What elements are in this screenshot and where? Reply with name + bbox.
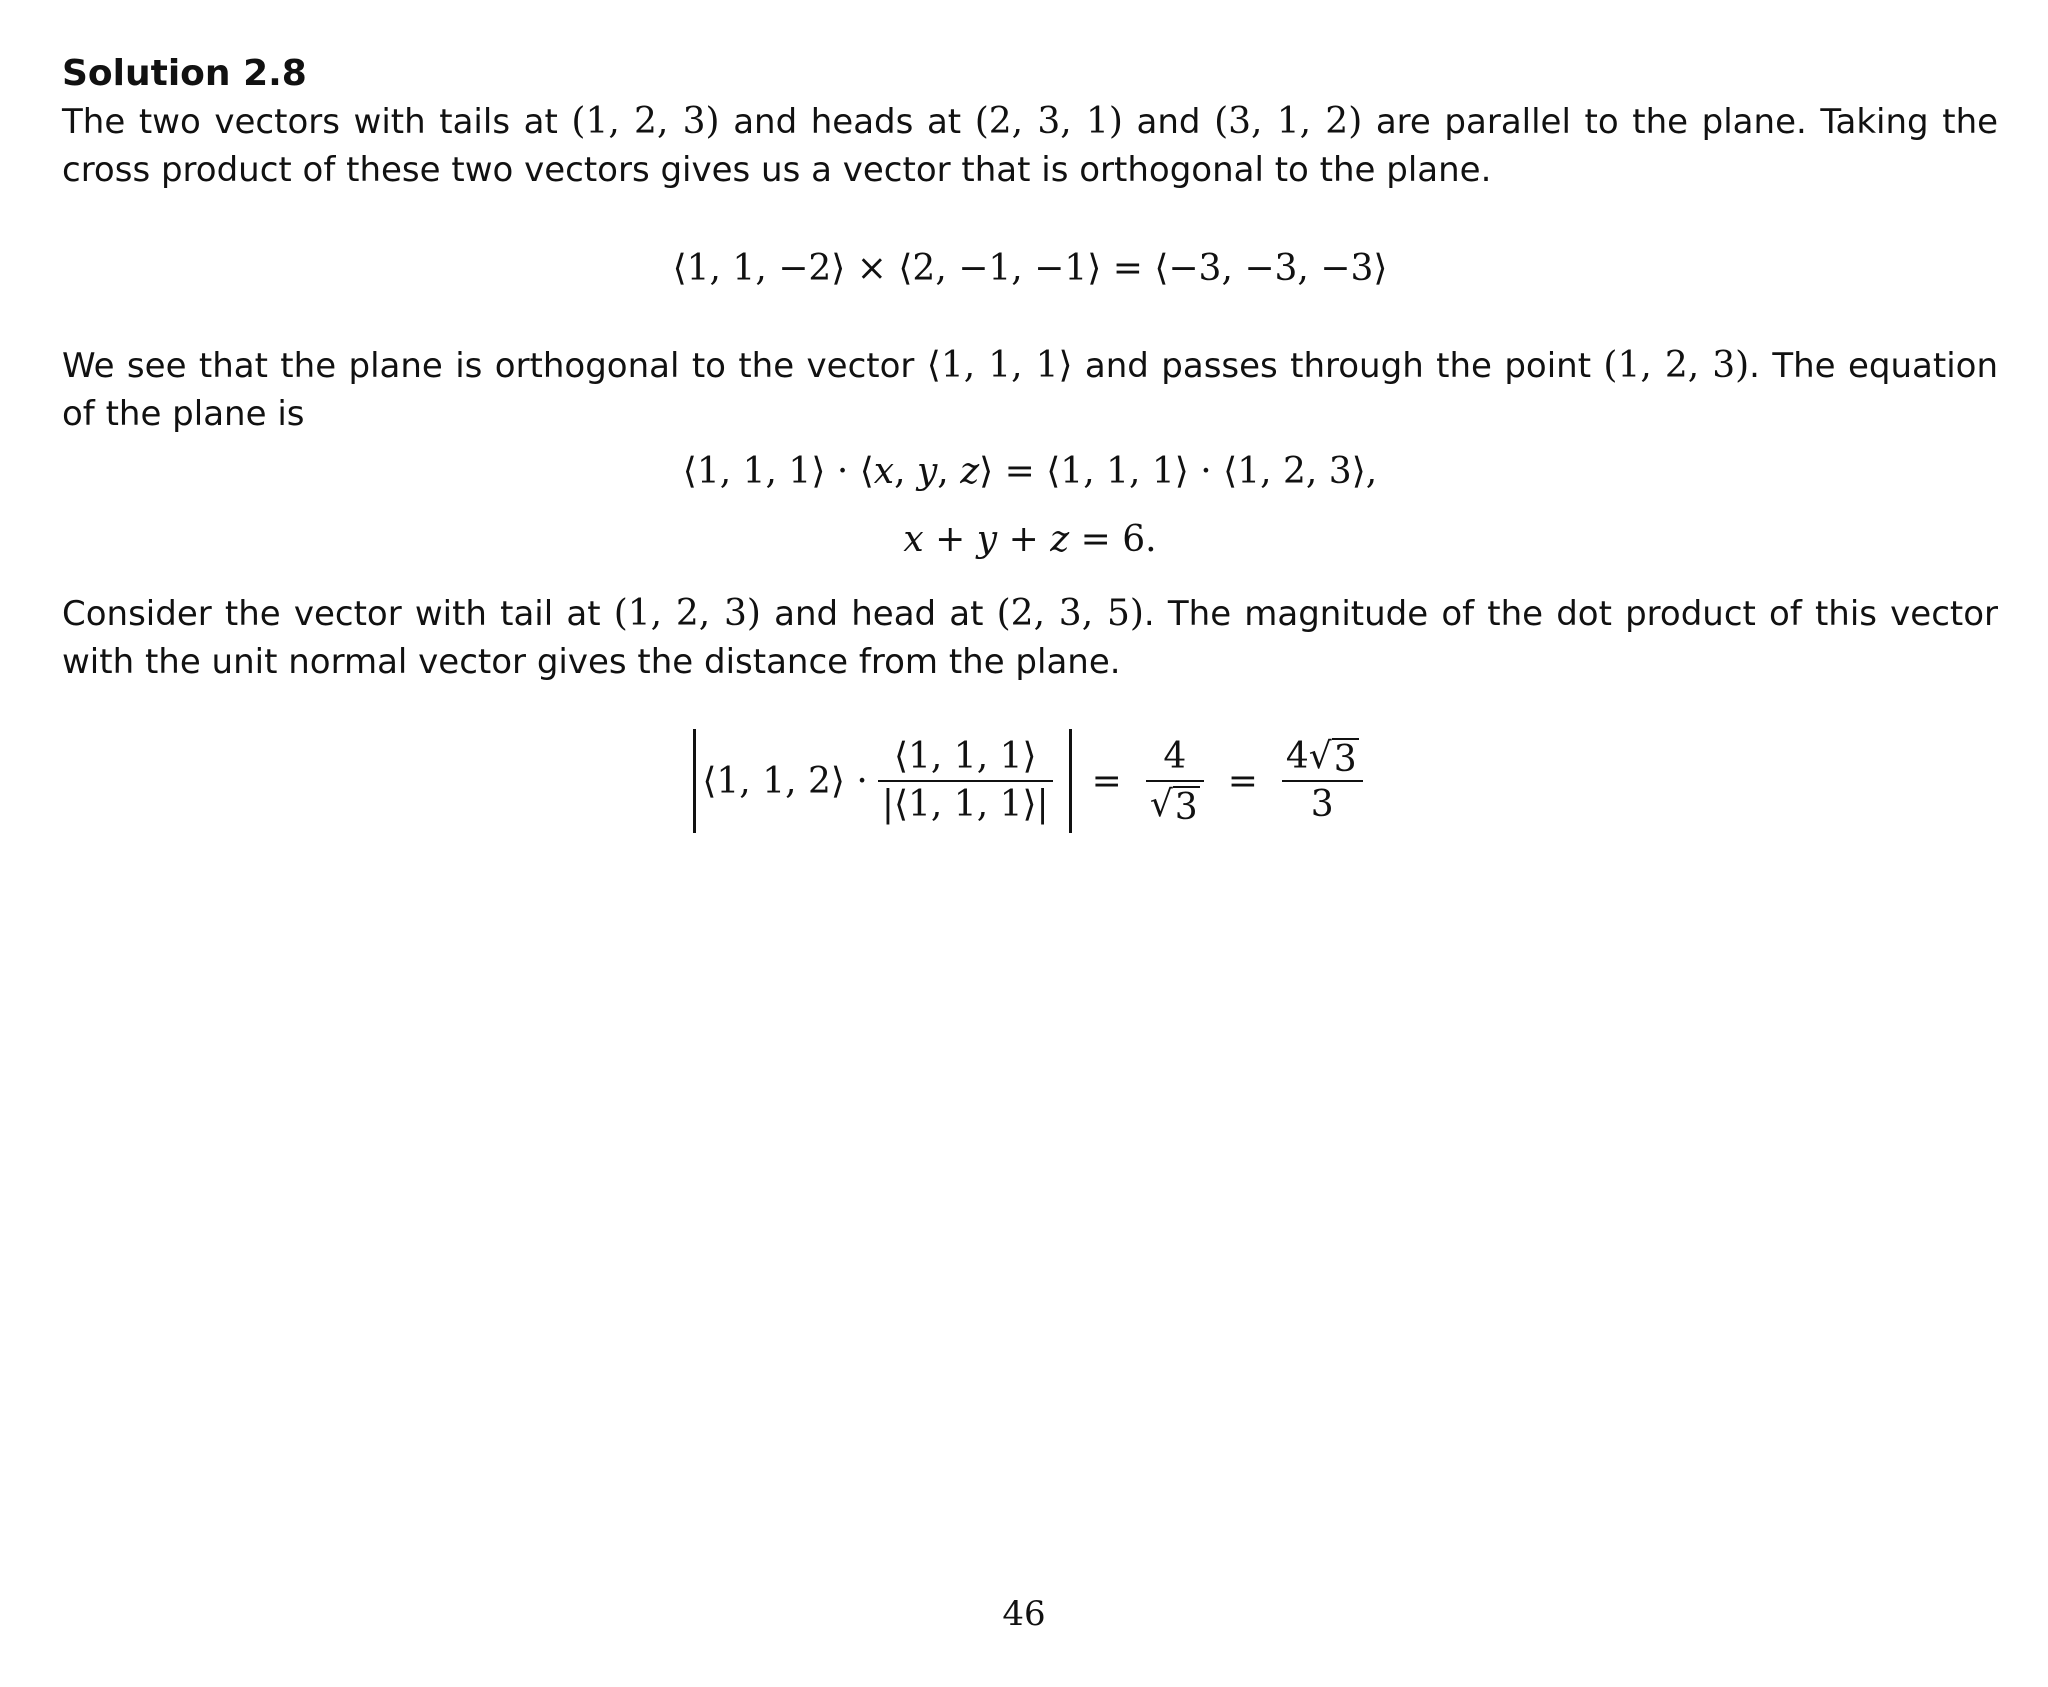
eq-part: , <box>937 451 961 492</box>
math-point-tail: (1, 2, 3) <box>571 101 720 142</box>
sqrt-icon: √ <box>1308 736 1332 777</box>
paragraph-2 <box>62 342 1998 438</box>
plane-equation <box>62 514 1998 566</box>
sqrt-icon: √ <box>1149 784 1173 825</box>
eq-part: + <box>997 519 1051 560</box>
var-x: x <box>873 451 895 492</box>
fraction-numerator: ⟨1, 1, 1⟩ <box>893 736 1037 777</box>
math-point-head-2: (3, 1, 2) <box>1214 101 1363 142</box>
equals-sign: = <box>1227 760 1258 802</box>
sqrt <box>1150 782 1200 828</box>
text: and heads at <box>719 102 975 142</box>
eq-lhs: ⟨1, 1, 2⟩ · <box>702 760 868 802</box>
paragraph-3 <box>62 590 1998 686</box>
text: and passes through the point <box>1072 346 1604 386</box>
eq-part: , <box>894 451 917 492</box>
text: and head at <box>760 594 997 634</box>
text: Consider the vector with tail at <box>62 594 614 634</box>
eq-part: ⟨1, 1, 1⟩ · ⟨ <box>682 451 874 492</box>
paragraph-1 <box>62 98 1998 194</box>
fraction-numerator <box>1282 734 1363 780</box>
text: We see that the plane is orthogonal to the vector <box>62 346 927 386</box>
fraction-4-over-sqrt3 <box>1146 734 1204 828</box>
math-normal-vector: ⟨1, 1, 1⟩ <box>926 345 1073 386</box>
text: The two vectors with tails at <box>62 102 572 142</box>
eq-part: + <box>923 519 977 560</box>
fraction-denominator: |⟨1, 1, 1⟩| <box>881 784 1049 825</box>
math-point: (1, 2, 3) <box>1603 345 1750 386</box>
plane-dot-equation <box>62 446 1998 498</box>
fraction-4sqrt3-over-3 <box>1282 734 1363 828</box>
abs-bar-left <box>693 729 696 833</box>
var-y: y <box>976 519 998 560</box>
document-page <box>62 50 1998 836</box>
eq-part: = 6. <box>1069 519 1157 560</box>
text: are parallel to the plane. Taking the cross product of these two vectors gives us a vector that is orthogonal to the plane. <box>62 102 1999 190</box>
eq-part: ⟩ = ⟨1, 1, 1⟩ · ⟨1, 2, 3⟩, <box>979 451 1378 492</box>
var-x: x <box>903 519 924 560</box>
radicand: 3 <box>1174 787 1198 828</box>
math-point-head-1: (2, 3, 1) <box>974 101 1123 142</box>
equals-sign: = <box>1091 760 1122 802</box>
fraction-unit-normal <box>878 734 1053 828</box>
cross-product-equation: ⟨1, 1, −2⟩ × ⟨2, −1, −1⟩ = ⟨−3, −3, −3⟩ <box>672 248 1388 289</box>
text: . The magnitude of the dot product of this vector with the unit normal vector gives the distance from the plane. <box>62 594 1999 682</box>
var-z: z <box>960 451 980 492</box>
text: and <box>1122 102 1215 142</box>
page-number: 46 <box>1002 1594 1046 1634</box>
solution-heading: Solution 2.8 <box>62 53 307 94</box>
fraction-denominator <box>1146 782 1204 828</box>
radicand: 3 <box>1333 739 1357 780</box>
fraction-denominator: 3 <box>1310 784 1334 825</box>
fraction-numerator: 4 <box>1163 736 1187 777</box>
var-z: z <box>1050 519 1070 560</box>
distance-equation <box>62 726 1998 836</box>
math-point-tail: (1, 2, 3) <box>613 593 761 634</box>
abs-bar-right <box>1069 729 1072 833</box>
math-point-head: (2, 3, 5) <box>996 593 1144 634</box>
text: . The equation of the plane is <box>62 346 1999 434</box>
coefficient: 4 <box>1285 736 1309 777</box>
var-y: y <box>916 451 938 492</box>
sqrt <box>1309 734 1359 780</box>
